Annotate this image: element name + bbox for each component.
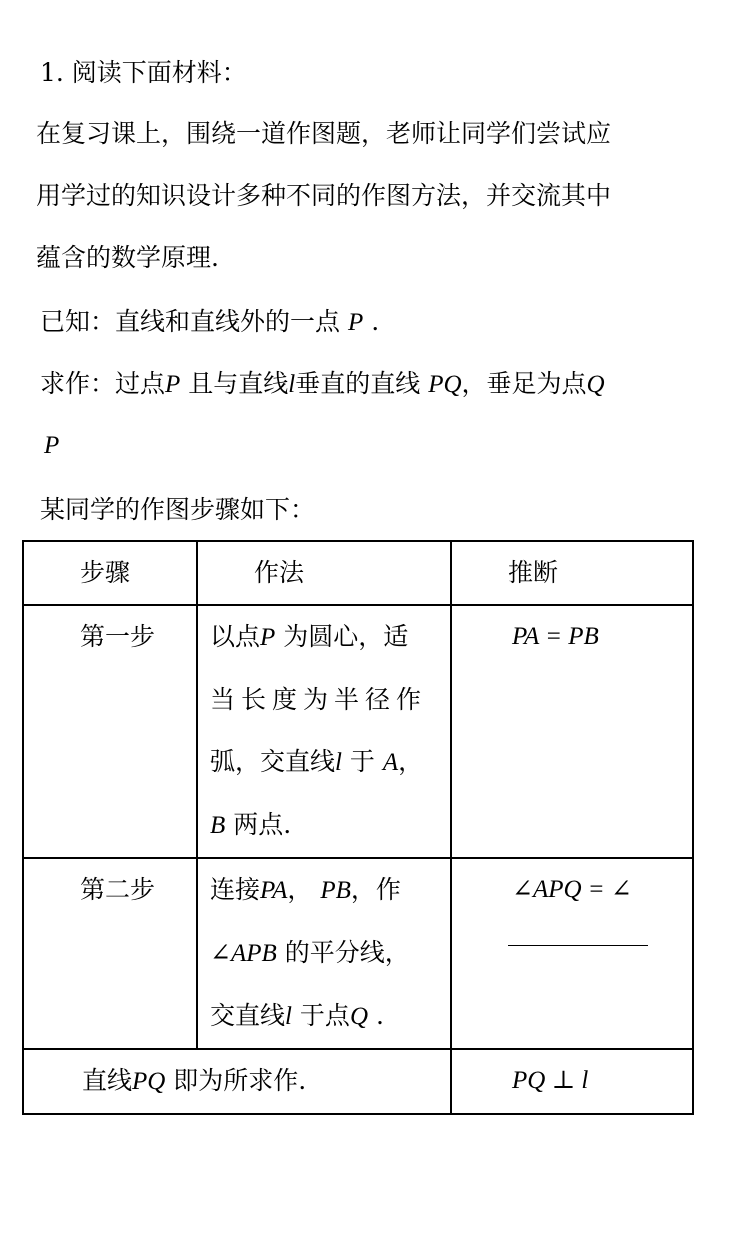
text: . [375,1001,384,1030]
text: 直线 [82,1066,133,1095]
var-pq: PQ [132,1068,166,1095]
text: 两点. [233,810,292,839]
var-p: P [260,624,276,651]
text: ，作 [350,875,401,904]
step-1-reason: PA = PB [512,623,599,650]
var-l: l [335,749,342,776]
required-q: Q [586,371,605,398]
required-mid: 且与直线 [188,369,289,398]
intro-line-2: 用学过的知识设计多种不同的作图方法，并交流其中 [36,181,612,210]
given-prefix: 已知：直线和直线外的一点 [40,307,341,336]
given-point: P [347,309,364,336]
step-2-reason: ∠APQ = ∠ [512,876,632,903]
text: ， [398,747,424,776]
required-pq: PQ [428,371,462,398]
table-row [23,1049,693,1114]
text: 为圆心，适 [283,622,409,651]
header-step: 步骤 [80,558,131,587]
required-statement [40,367,605,402]
step-1-method [198,606,450,857]
required-mid3: ，垂足为点 [461,369,587,398]
text: 以点 [210,622,261,651]
required-line: l [288,371,296,398]
required-mid2: 垂直的直线 [295,369,421,398]
text: 即为所求作. [173,1066,307,1095]
step-1-label: 第一步 [80,622,156,651]
given-suffix: . [371,307,380,336]
var-pa: PA [260,877,288,904]
header-method: 作法 [254,558,305,587]
header-reason: 推断 [508,558,559,587]
var-l: l [285,1003,292,1030]
conclusion [24,1050,450,1113]
steps-table [22,540,694,1115]
var-a: A [382,749,399,776]
step-2-label: 第二步 [80,875,156,904]
text: ， [287,875,313,904]
conclusion-reason: PQ ⊥ l [512,1067,589,1094]
var-q: Q [349,1003,368,1030]
steps-intro: 某同学的作图步骤如下： [40,495,316,524]
angle-apb: ∠APB [210,940,277,967]
text: 弧，交直线 [210,747,336,776]
text: 交直线 [210,1001,286,1030]
text: 于 [349,747,375,776]
required-point: P [165,371,181,398]
table-header-row [23,541,693,605]
table-row [23,858,693,1049]
given-statement [40,305,379,340]
required-prefix: 求作：过点 [40,369,166,398]
intro-line-3: 蕴含的数学原理. [36,243,219,272]
var-pb: PB [320,877,351,904]
question-title: 1. 阅读下面材料： [40,58,247,87]
text: 的平分线， [284,938,410,967]
table-row [23,605,693,858]
text: 连接 [210,875,261,904]
step-2-method [198,859,450,1048]
required-extra-point: P [44,432,60,459]
text: 于点 [299,1001,350,1030]
answer-blank[interactable] [508,945,648,946]
intro-line-1: 在复习课上，围绕一道作图题，老师让同学们尝试应 [36,119,612,148]
text: 当长度为半径作 [210,685,428,714]
var-b: B [210,812,226,839]
